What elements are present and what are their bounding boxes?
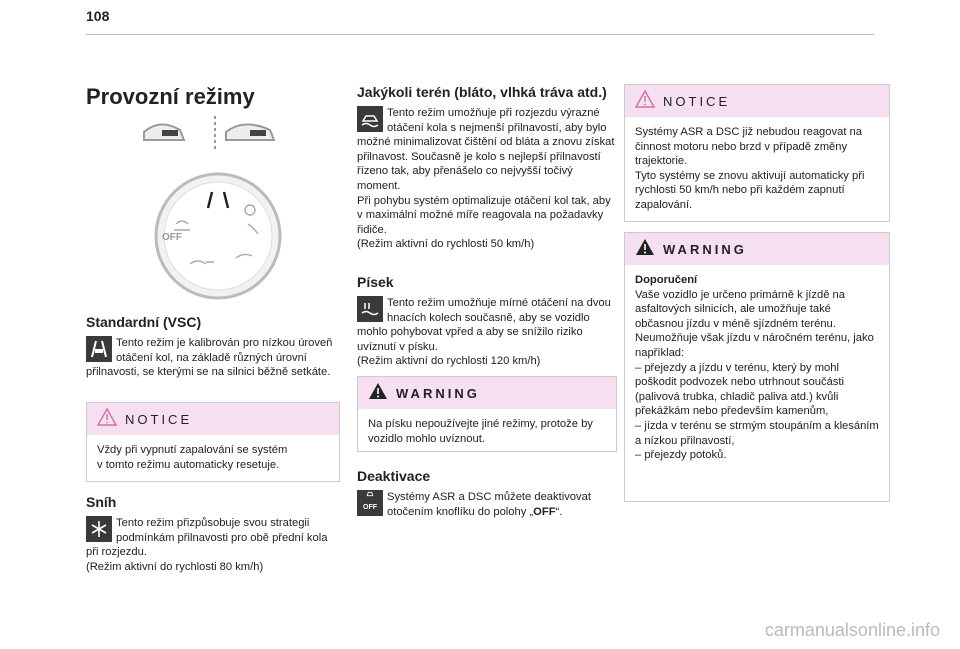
any-terrain-text-1: Tento režim umožňuje při rozjezdu výrazné otáčení kola s nejmenší přilnavostí, aby bylo možné minimalizovat čištění od bláta a znovu získat přilnavost. Současně je kolo s nejlepší přilnavostí řízeno tak, aby přenášelo co nejvyšší točivý moment. <box>357 107 615 192</box>
warning2-text-3: – přejezdy a jízdu v terénu, který by mohl poškodit podvozek nebo utrhnout součásti (palivová trubka, chladič paliva atd.) kvůli překážkám nebo především kamenům, <box>635 361 844 418</box>
road-lanes-icon <box>86 336 112 362</box>
warning2-text-2: Neumožňuje však jízdu v náročném terénu, jako například: <box>635 332 874 359</box>
section-sand <box>357 274 615 369</box>
warning-triangle-icon <box>368 382 388 405</box>
esc-off-icon <box>357 490 383 516</box>
sand-text-1: Tento režim umožňuje mírné otáčení na dvou hnacích kolech současně, aby se vozidlo mohlo pohybovat vpřed a aby se snížilo riziko uvíznutí v písku. <box>357 297 611 353</box>
deactivate-text-prefix: Systémy ASR a DSC můžete deaktivovat otočením knoflíku do polohy „ <box>387 491 591 518</box>
snowflake-icon <box>86 516 112 542</box>
notice-label-2: NOTICE <box>663 93 731 109</box>
sand-text-2: (Režim aktivní do rychlosti 120 km/h) <box>357 355 541 368</box>
warning2-text-5: – přejezdy potoků. <box>635 449 727 462</box>
warning-box-1 <box>357 376 617 452</box>
notice-triangle-icon <box>97 408 117 431</box>
notice1-line-2: v tomto režimu automaticky resetuje. <box>97 458 280 471</box>
snow-heading: Sníh <box>86 494 117 510</box>
page-title: Provozní režimy <box>86 84 255 109</box>
standard-heading: Standardní (VSC) <box>86 314 202 330</box>
header-rule <box>86 34 874 35</box>
notice-box-1 <box>86 402 340 482</box>
warning2-text-1: Vaše vozidlo je určeno primárně k jízdě na asfaltových silnicích, ale umožňuje také občasnou jízdu v méně sjízdném terénu. <box>635 288 845 330</box>
notice-label: NOTICE <box>125 411 193 427</box>
any-terrain-text-3: (Režim aktivní do rychlosti 50 km/h) <box>357 238 535 251</box>
snow-text-2: (Režim aktivní do rychlosti 80 km/h) <box>86 560 264 573</box>
sand-icon <box>357 296 383 322</box>
mud-car-icon <box>357 106 383 132</box>
warning-box-2 <box>624 232 890 502</box>
page-number: 108 <box>86 8 110 24</box>
notice-triangle-icon-2 <box>635 90 655 113</box>
section-deactivate <box>357 468 615 519</box>
section-any-terrain <box>357 84 615 252</box>
standard-text: Tento režim je kalibrován pro nízkou úroveň otáčení kol, na základě různých úrovní přilnavosti, se kterými se na silnici běžně setkáte. <box>86 337 333 379</box>
notice1-line-1: Vždy při vypnutí zapalování se systém <box>97 444 288 456</box>
notice-box-2 <box>624 84 890 222</box>
watermark: carmanualsonline.info <box>764 620 940 640</box>
dial-off-label: OFF <box>162 232 182 243</box>
warning1-text: Na písku nepoužívejte jiné režimy, protože by vozidlo mohlo uvíznout. <box>368 418 593 445</box>
warning-label-2: WARNING <box>663 241 747 257</box>
snow-text-1: Tento režim přizpůsobuje svou strategii podmínkám přilnavosti pro obě přední kola při rozjezdu. <box>86 517 328 559</box>
notice2-text-1: Systémy ASR a DSC již nebudou reagovat na činnost motoru nebo brzd v případě změny trajektorie. <box>635 126 862 168</box>
sand-heading: Písek <box>357 274 394 290</box>
warning2-heading: Doporučení <box>635 274 698 286</box>
warning2-text-4: – jízda v terénu se strmým stoupáním a klesáním a nízkou přilnavostí, <box>635 419 879 447</box>
deactivate-text-suffix: “. <box>555 505 563 518</box>
any-terrain-text-2: Při pohybu systém optimalizuje otáčení kol tak, aby v maximální možné míře reagovala na požadavky řidiče. <box>357 194 611 236</box>
notice2-text-2: Tyto systémy se znovu aktivují automaticky při rychlosti 50 km/h nebo při každém zapnutí zapalování. <box>635 169 865 211</box>
dial-illustration <box>140 112 300 312</box>
deactivate-text-off: OFF <box>533 505 556 518</box>
section-standard <box>86 314 338 380</box>
any-terrain-heading: Jakýkoli terén (bláto, vlhká tráva atd.) <box>357 84 607 100</box>
section-snow <box>86 494 338 574</box>
deactivate-heading: Deaktivace <box>357 468 431 484</box>
warning-triangle-icon-2 <box>635 238 655 261</box>
esc-off-icon-label: OFF <box>363 504 377 512</box>
warning-label: WARNING <box>396 385 480 401</box>
